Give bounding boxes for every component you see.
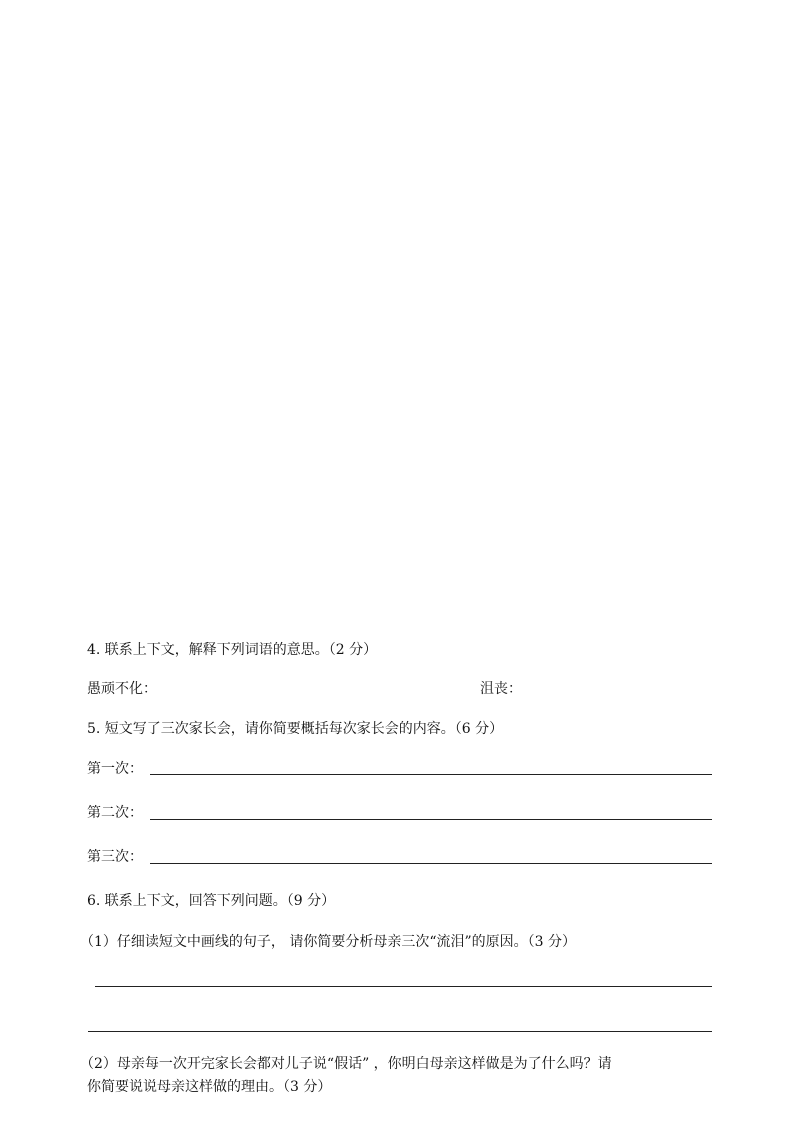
q5-second-answer-line[interactable]	[150, 819, 712, 820]
q5-first-answer-line[interactable]	[150, 774, 712, 775]
q5-third-answer-line[interactable]	[150, 863, 712, 864]
q6-sub1-prompt: （1）仔细读短文中画线的句子， 请你简要分析母亲三次“流泪”的原因。（3 分）	[80, 934, 577, 950]
q6-sub1-answer-line-1[interactable]	[95, 986, 712, 987]
q6-sub2-prompt-line2: 你简要说说母亲这样做的理由。（3 分）	[87, 1079, 332, 1095]
q5-prompt: 5. 短文写了三次家长会，请你简要概括每次家长会的内容。（6 分）	[87, 721, 504, 737]
q4-term-jusang: 沮丧：	[480, 681, 522, 697]
q5-third-label: 第三次：	[87, 849, 143, 865]
q6-sub2-prompt-line1: （2）母亲每一次开完家长会都对儿子说“假话” ，你明白母亲这样做是为了什么吗？请	[80, 1056, 612, 1072]
q5-second-label: 第二次：	[87, 805, 143, 821]
q6-prompt: 6. 联系上下文，回答下列问题。（9 分）	[87, 893, 336, 909]
q6-sub1-answer-line-2[interactable]	[88, 1031, 712, 1032]
q4-term-yuwan: 愚顽不化：	[87, 681, 157, 697]
q5-first-label: 第一次：	[87, 761, 143, 777]
q4-prompt: 4. 联系上下文，解释下列词语的意思。（2 分）	[87, 642, 378, 658]
